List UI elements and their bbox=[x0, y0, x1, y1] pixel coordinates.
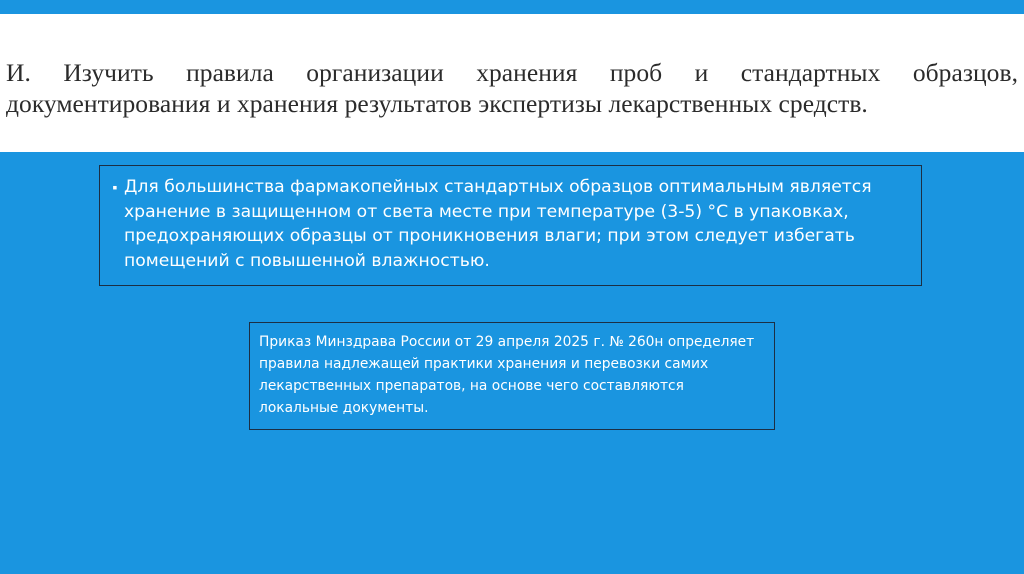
note-textbox bbox=[249, 322, 775, 430]
bullet-text: Для большинства фармакопейных стандартных образцов оптимальным является хранение в защищенном от света месте при температуре (3-5) °С в упаковках, предохраняющих образцы от проникновения влаги; при этом следует избегать помещений с повышенной влажностью. bbox=[124, 177, 872, 271]
square-bullet-icon: ▪ bbox=[112, 179, 118, 195]
bullet-textbox bbox=[99, 165, 922, 286]
slide-title: И. Изучить правила организации хранения проб и стандартных образцов, документирования и хранения результатов экспертизы лекарственных средств. bbox=[6, 58, 1018, 118]
title-panel bbox=[0, 14, 1024, 152]
note-text: Приказ Минздрава России от 29 апреля 2025 г. № 260н определяет правила надлежащей практики хранения и перевозки самих лекарственных препаратов, на основе чего составляются локальные документы. bbox=[259, 334, 755, 416]
top-accent-band bbox=[0, 0, 1024, 14]
bullet-item bbox=[106, 175, 915, 273]
